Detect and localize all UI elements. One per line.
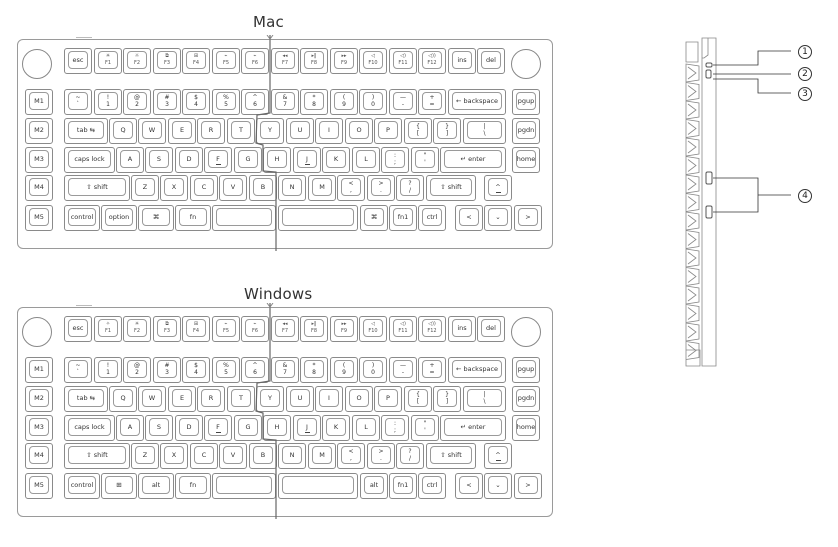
key-shift-label: | (483, 123, 486, 130)
key-shift-label: — (400, 94, 406, 101)
key-label: ⌄ (495, 480, 501, 489)
key-label: ins (457, 55, 467, 64)
key-label: Q (120, 125, 126, 134)
key-label: M3 (34, 154, 44, 163)
key-shift-label: | (483, 391, 486, 398)
key-shift-label: ) (371, 94, 375, 101)
key-label: W (148, 125, 156, 134)
key-label: F6 (251, 60, 259, 66)
f8-icon: ▸‖ (311, 53, 317, 59)
key-shift-label: % (223, 94, 229, 101)
key-label: pgdn (517, 125, 535, 134)
key-label: D (186, 422, 192, 431)
key-label: X (171, 182, 177, 191)
key-label: - (401, 369, 405, 376)
key-label: F7 (281, 60, 289, 66)
key-label: F9 (340, 60, 348, 66)
key-label: pgup (517, 96, 535, 105)
key-label: B (260, 182, 266, 191)
key-label: fn (189, 212, 197, 221)
key-label: F1 (104, 328, 112, 334)
key-label: H (274, 154, 280, 163)
key-label: < (466, 212, 472, 221)
key-label: ← backspace (455, 364, 499, 373)
key-label: option (108, 212, 130, 221)
key-shift-label: ? (408, 448, 412, 455)
key-label: L (364, 422, 368, 431)
key-label: fn1 (397, 480, 409, 489)
key-label: O (356, 125, 362, 134)
key-label: M4 (34, 450, 44, 459)
key-shift-label: ( (342, 362, 346, 369)
key-label: ins (457, 323, 467, 332)
f3-icon: ⧉ (165, 321, 169, 327)
f6-icon: ⌁ (253, 53, 257, 59)
key-label: pgup (517, 364, 535, 373)
key-shift-label: > (378, 448, 384, 455)
key-label: P (386, 125, 390, 134)
key-shift-label: # (164, 94, 170, 101)
key-label: G (245, 422, 251, 431)
key-label: F5 (222, 60, 230, 66)
key-label: F11 (398, 60, 408, 66)
key-label: ' (424, 159, 426, 166)
f11-icon: ◁) (400, 321, 406, 327)
key-shift-label: — (400, 362, 406, 369)
key-label: / (408, 187, 412, 194)
key-label: C (201, 182, 207, 191)
key-shift-label: ^ (252, 362, 258, 369)
key-label: del (486, 55, 496, 64)
key-label: ⌄ (495, 212, 501, 221)
key-label: 0 (371, 101, 375, 108)
key-shift-label: ) (371, 362, 375, 369)
key-shift-label: " (423, 420, 427, 427)
key-label: O (356, 393, 362, 402)
key-label: caps lock (74, 422, 105, 431)
key-label: 6 (253, 369, 257, 376)
key-label: 6 (253, 101, 257, 108)
key-label: F6 (251, 328, 259, 334)
key-label: = (429, 369, 435, 376)
key-shift-label: > (378, 180, 384, 187)
key-label: , (350, 187, 352, 194)
key-label: ] (445, 398, 449, 405)
key-label: . (380, 455, 382, 462)
key-label: L (364, 154, 368, 163)
key-label: Q (120, 393, 126, 402)
key-label: ⌘ (152, 212, 160, 221)
key-label: 8 (312, 101, 316, 108)
key-label: F10 (368, 328, 378, 334)
f1-icon: ✧ (105, 321, 111, 327)
key-label: A (127, 422, 133, 431)
key-label: [ (416, 398, 420, 405)
key-label: tab ⇆ (76, 393, 96, 402)
key-label: U (297, 125, 303, 134)
key-label: E (179, 125, 185, 134)
f7-icon: ◂◂ (282, 53, 288, 59)
key-label: Z (142, 182, 148, 191)
key-label: M4 (34, 182, 44, 191)
f2-icon: ☼ (134, 53, 140, 59)
key-label: M5 (34, 212, 44, 221)
key-label: M1 (34, 364, 44, 373)
f4-icon: ⊞ (193, 53, 199, 59)
key-label: alt (151, 480, 161, 489)
key-label: ^ (495, 182, 501, 191)
f3-icon: ⧉ (165, 53, 169, 59)
key-label: 9 (342, 369, 346, 376)
key-label: tab ⇆ (76, 125, 96, 134)
key-shift-label: & (282, 94, 288, 101)
key-label: 1 (106, 101, 110, 108)
key-shift-label: $ (194, 362, 198, 369)
key-label: ⊞ (116, 480, 122, 489)
key-label: F8 (310, 60, 318, 66)
key-label: T (239, 125, 243, 134)
key-label: J (306, 154, 308, 163)
key-shift-label: ( (342, 94, 346, 101)
callout-3: 3 (798, 87, 812, 101)
key-label: G (245, 154, 251, 163)
key-label: ] (445, 130, 449, 137)
key-label: ↵ enter (460, 422, 486, 431)
key-label: ' (424, 427, 426, 434)
key-label: / (408, 455, 412, 462)
key-label: 2 (135, 369, 139, 376)
key-label: F3 (163, 60, 171, 66)
key-label: [ (416, 130, 420, 137)
key-label: F1 (104, 60, 112, 66)
key-shift-label: ! (106, 94, 110, 101)
key-shift-label: } (445, 123, 449, 130)
key-label: 4 (194, 369, 198, 376)
key-label: F4 (192, 328, 200, 334)
key-label: M3 (34, 422, 44, 431)
key-label: > (525, 212, 531, 221)
key-label: ⇧ shift (86, 450, 108, 459)
key-label: M (319, 182, 325, 191)
key-shift-label: ! (106, 362, 110, 369)
key-shift-label: @ (134, 94, 140, 101)
key-label: 4 (194, 101, 198, 108)
key-label: 8 (312, 369, 316, 376)
key-label: U (297, 393, 303, 402)
key-label: V (230, 450, 236, 459)
key-label: C (201, 450, 207, 459)
key-label: Z (142, 450, 148, 459)
key-label: T (239, 393, 243, 402)
key-label: pgdn (517, 393, 535, 402)
key-label: X (171, 450, 177, 459)
key-label: control (70, 480, 94, 489)
key-label: 2 (135, 101, 139, 108)
key-label: S (156, 422, 162, 431)
key-label: F12 (427, 60, 437, 66)
f12-icon: ◁)) (428, 53, 436, 59)
key-label: E (179, 393, 185, 402)
key-label: F7 (281, 328, 289, 334)
f2-icon: ☀ (134, 321, 140, 327)
key-shift-label: { (416, 123, 420, 130)
key-label: F (216, 154, 220, 163)
windows-layout-title: Windows (244, 285, 313, 303)
key-shift-label: ~ (75, 362, 81, 369)
key-label: ctrl (426, 212, 438, 221)
key-label: B (260, 450, 266, 459)
key-shift-label: + (429, 94, 435, 101)
mac-layout-title: Mac (253, 13, 284, 31)
key-label: alt (369, 480, 379, 489)
key-label: , (350, 455, 352, 462)
f9-icon: ▸▸ (341, 53, 347, 59)
key-shift-label: ~ (75, 94, 81, 101)
key-label: Y (268, 393, 272, 402)
key-label: esc (72, 55, 84, 64)
key-label: 0 (371, 369, 375, 376)
key-label: F11 (398, 328, 408, 334)
key-label: S (156, 154, 162, 163)
key-label: ⇧ shift (440, 450, 462, 459)
key-label: M (319, 450, 325, 459)
key-label: F3 (163, 328, 171, 334)
key-label: R (208, 393, 214, 402)
key-label: \ (483, 130, 486, 137)
key-shift-label: < (348, 180, 354, 187)
f6-icon: ⌁ (253, 321, 257, 327)
key-label: ` (76, 369, 80, 376)
key-label: J (306, 422, 308, 431)
callout-1: 1 (798, 45, 812, 59)
key-label: ` (76, 101, 80, 108)
key-shift-label: $ (194, 94, 198, 101)
key-label: control (70, 212, 94, 221)
key-label: Y (268, 125, 272, 134)
key-shift-label: } (445, 391, 449, 398)
key-label: 7 (283, 369, 287, 376)
callout-2: 2 (798, 67, 812, 81)
key-shift-label: & (282, 362, 288, 369)
key-label: M2 (34, 393, 44, 402)
key-label: K (333, 154, 339, 163)
key-shift-label: * (312, 362, 316, 369)
f10-icon: ◁ (371, 321, 375, 327)
f1-icon: ☀ (105, 53, 111, 59)
key-label: P (386, 393, 390, 402)
f7-icon: ◂◂ (282, 321, 288, 327)
key-label: esc (72, 323, 84, 332)
key-label: F9 (340, 328, 348, 334)
key-shift-label: % (223, 362, 229, 369)
key-label: 5 (224, 369, 228, 376)
key-label: F10 (368, 60, 378, 66)
key-label: fn1 (397, 212, 409, 221)
key-label: ↵ enter (460, 154, 486, 163)
key-shift-label: < (348, 448, 354, 455)
f11-icon: ◁) (400, 53, 406, 59)
key-label: ; (393, 159, 397, 166)
key-label: caps lock (74, 154, 105, 163)
key-label: M2 (34, 125, 44, 134)
key-label: 3 (165, 369, 169, 376)
key-label: I (328, 125, 330, 134)
key-shift-label: # (164, 362, 170, 369)
key-label: \ (483, 398, 486, 405)
key-label: home (516, 154, 536, 163)
key-shift-label: ^ (252, 94, 258, 101)
key-label: ⌘ (370, 212, 378, 221)
f12-icon: ◁)) (428, 321, 436, 327)
f5-icon: ⌁ (224, 53, 228, 59)
key-label: ; (393, 427, 397, 434)
key-label: 7 (283, 101, 287, 108)
key-label: F8 (310, 328, 318, 334)
key-label: F12 (427, 328, 437, 334)
f5-icon: ⌁ (224, 321, 228, 327)
key-shift-label: " (423, 152, 427, 159)
key-label: del (486, 323, 496, 332)
f8-icon: ▸‖ (311, 321, 317, 327)
key-label: fn (189, 480, 197, 489)
key-label: ctrl (426, 480, 438, 489)
key-label: H (274, 422, 280, 431)
key-label: . (380, 187, 382, 194)
key-label: M5 (34, 480, 44, 489)
key-label: M1 (34, 96, 44, 105)
key-shift-label: @ (134, 362, 140, 369)
key-label: V (230, 182, 236, 191)
key-label: N (289, 450, 295, 459)
key-label: D (186, 154, 192, 163)
f10-icon: ◁ (371, 53, 375, 59)
f4-icon: ⊞ (193, 321, 199, 327)
key-label: N (289, 182, 295, 191)
f9-icon: ▸▸ (341, 321, 347, 327)
key-label: - (401, 101, 405, 108)
key-shift-label: ? (408, 180, 412, 187)
key-label: 9 (342, 101, 346, 108)
key-label: home (516, 422, 536, 431)
key-label: = (429, 101, 435, 108)
key-label: 5 (224, 101, 228, 108)
key-label: F (216, 422, 220, 431)
key-label: > (525, 480, 531, 489)
key-label: ← backspace (455, 96, 499, 105)
key-label: F2 (133, 60, 141, 66)
key-label: W (148, 393, 156, 402)
key-label: R (208, 125, 214, 134)
key-label: 3 (165, 101, 169, 108)
key-label: ⇧ shift (86, 182, 108, 191)
key-label: A (127, 154, 133, 163)
key-shift-label: { (416, 391, 420, 398)
key-label: < (466, 480, 472, 489)
key-label: ⇧ shift (440, 182, 462, 191)
key-shift-label: * (312, 94, 316, 101)
key-label: I (328, 393, 330, 402)
key-label: ^ (495, 450, 501, 459)
callout-4: 4 (798, 189, 812, 203)
key-shift-label: + (429, 362, 435, 369)
key-label: F5 (222, 328, 230, 334)
key-label: 1 (106, 369, 110, 376)
key-label: F4 (192, 60, 200, 66)
key-label: K (333, 422, 339, 431)
key-shift-label: : (393, 420, 397, 427)
key-label: F2 (133, 328, 141, 334)
key-shift-label: : (393, 152, 397, 159)
